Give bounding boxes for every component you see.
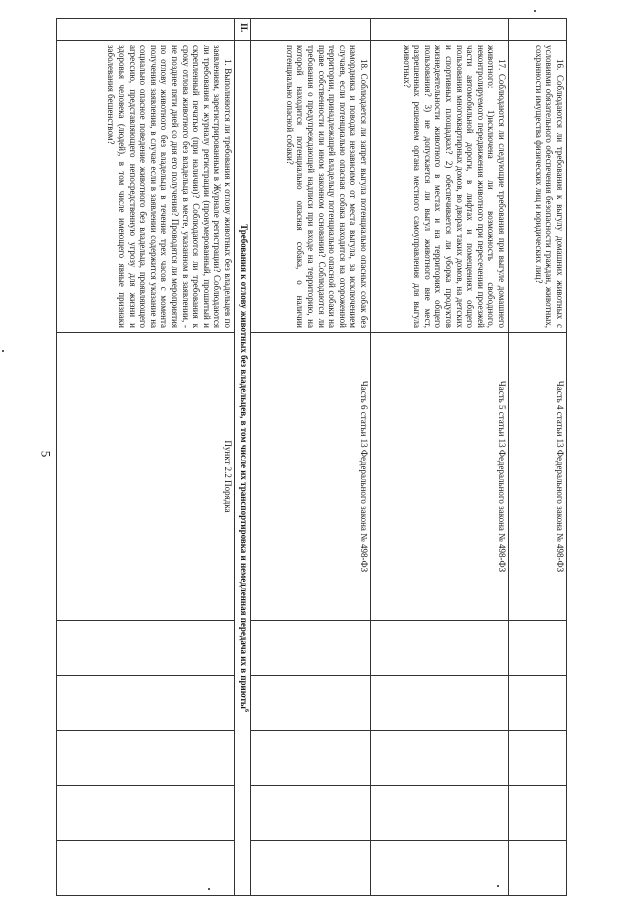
- question-cell: [251, 41, 371, 333]
- page-number: 5: [38, 450, 54, 458]
- answer-cell: [251, 731, 371, 786]
- table-row: [509, 19, 567, 896]
- table-row: [251, 19, 371, 896]
- table-row: [371, 19, 509, 896]
- legal-reference-cell: Часть 6 статьи 13 Федерального закона № 498-ФЗ: [251, 333, 371, 621]
- scan-speck: [2, 350, 4, 352]
- footnote-marker: 6: [243, 708, 249, 712]
- question-text: 16. Соблюдаются ли требования к выгулу домашних животных с условиями обязательного обеспечения безопасности граждан, животных, сохранности имущества физических лиц и юридических лиц?: [533, 45, 565, 328]
- section-title-text: Требования к отлову животных без владельцев, в том числе их транспортировка и немедленная передача их в приюты: [239, 224, 249, 709]
- answer-cell: [371, 786, 509, 841]
- answer-cell: [57, 731, 235, 786]
- section-number: II.: [235, 19, 251, 41]
- answer-cell: [509, 676, 567, 731]
- row-number-cell: [251, 19, 371, 41]
- question-cell: [509, 41, 567, 333]
- answer-cell: [251, 786, 371, 841]
- answer-cell: [509, 621, 567, 676]
- answer-cell: [57, 676, 235, 731]
- answer-cell: [509, 841, 567, 896]
- answer-cell: [251, 676, 371, 731]
- row-number-cell: [509, 19, 567, 41]
- answer-cell: [371, 841, 509, 896]
- section-title: [235, 41, 251, 896]
- question-cell: [57, 41, 235, 333]
- row-number-cell: [57, 19, 235, 41]
- answer-cell: [509, 786, 567, 841]
- answer-cell: [371, 676, 509, 731]
- rotated-page-content: [57, 18, 567, 893]
- scan-speck: [534, 10, 536, 12]
- answer-cell: [371, 621, 509, 676]
- legal-reference-cell: Часть 4 статьи 13 Федерального закона № 498-ФЗ: [509, 333, 567, 621]
- table-row: [57, 19, 235, 896]
- answer-cell: [371, 731, 509, 786]
- scan-speck: [208, 888, 210, 890]
- question-cell: [371, 41, 509, 333]
- answer-cell: [57, 621, 235, 676]
- section-header-row: [235, 19, 251, 896]
- question-text: 18. Соблюдается ли запрет выгула потенциально опасных собак без намордника и поводка независимо от места выгула, за исключением случаев, если потенциально опасная собака находится на огороженной территории, принадлежащей владельцу потенциально опасной собаки на праве собственности или ином законном основании? Соблюдаются ли требования о предупреждающей надписи при входе на территорию, на которой находится потенциально опасная собака, о наличии потенциально опасной собаки?: [284, 45, 369, 328]
- answer-cell: [509, 731, 567, 786]
- legal-reference-cell: Пункт 2.2 Порядка: [57, 333, 235, 621]
- row-number-cell: [371, 19, 509, 41]
- answer-cell: [251, 621, 371, 676]
- answer-cell: [251, 841, 371, 896]
- question-text: 1. Выполняются ли требования к отлову животных без владельцев по заявлениям, зарегистрированным в Журнале регистрации? Соблюдаются ли требования к журналу регистрации (пронумерованный, прошитый и скрепленный печатью (при наличии)? Соблюдаются ли требования к сроку отлова животного без владельца в месте, указанном в заявлении, - не позднее пяти дней со дня его получения? Проводятся ли мероприятия по отлову животного без владельца в течение трех часов с момента получения заявления, в случае если в заявлении содержится указание на социально опасное поведение животного без владельца, проявляющего агрессию, представляющего непосредственную угрозу для жизни и здоровья человека (людей), в том числе имеющего явные признаки заболевания бешенством?: [106, 45, 233, 328]
- scan-speck: [497, 885, 499, 887]
- checklist-table: [56, 18, 567, 896]
- question-text: 17. Соблюдаются ли следующие требования при выгуле домашнего животного: 1)исключена ли возможность свободного, неконтролируемого передвижения животного при пересечении проезжей части автомобильной дороги, в лифтах и помещениях общего пользования многоквартирных домов, во дворах таких домов, на детских и спортивных площадках? 2) обеспечивается ли уборка продуктов жизнедеятельности животного в местах и на территориях общего пользования? 3) не допускается ли выгул животного вне мест, разрешенных решением органа местного самоуправления для выгула животных?: [401, 45, 507, 328]
- legal-reference-cell: Часть 5 статьи 13 Федерального закона № 498-ФЗ: [371, 333, 509, 621]
- answer-cell: [57, 786, 235, 841]
